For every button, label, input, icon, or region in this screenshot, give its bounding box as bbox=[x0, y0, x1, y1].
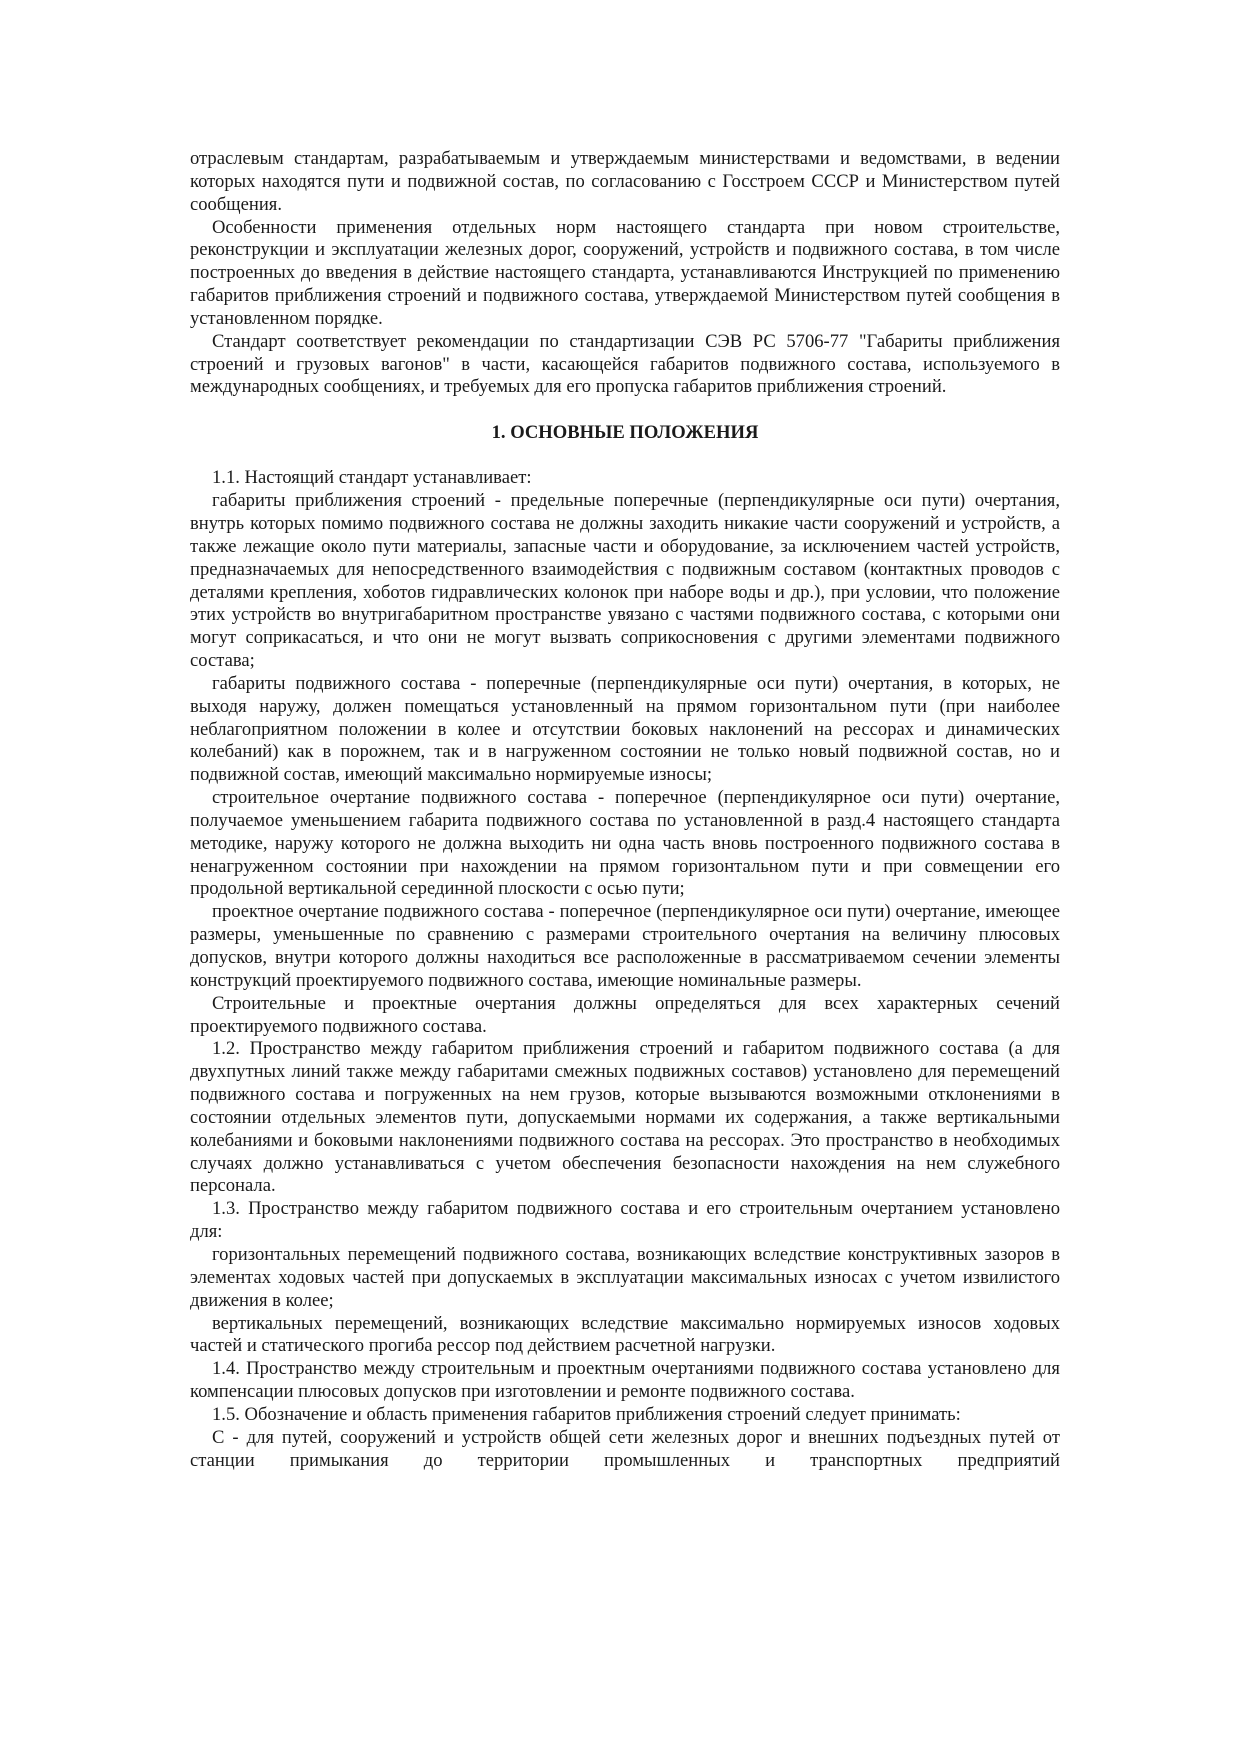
section-heading: 1. ОСНОВНЫЕ ПОЛОЖЕНИЯ bbox=[491, 422, 759, 444]
intro-paragraph-features: Особенности применения отдельных норм настоящего стандарта при новом строительстве, реконструкции и эксплуатации железных дорог, сооружений, устройств и подвижного состава, в том числе построенных до введения в действие настоящего стандарта, устанавливаются Инструкцией по применению габаритов приближения строений и подвижного состава, утверждаемой Министерством путей сообщения в установленном порядке. bbox=[190, 216, 1060, 329]
paragraph-outlines-definition: Строительные и проектные очертания должны определяться для всех характерных сечений проектируемого подвижного состава. bbox=[190, 992, 1060, 1037]
intro-paragraph-continuation: отраслевым стандартам, разрабатываемым и утверждаемым министерствами и ведомствами, в ведении которых находятся пути и подвижной состав, по согласованию с Госстроем СССР и Министерством путей сообщения. bbox=[190, 148, 1060, 215]
paragraph-design-outline: проектное очертание подвижного состава - поперечное (перпендикулярное оси пути) очертание, имеющее размеры, уменьшенные по сравнению с размерами строительного очертания на величину плюсовых допусков, внутри которого должны находиться все расположенные в рассматриваемом сечении элементы конструкций проектируемого подвижного состава, имеющие номинальные размеры. bbox=[190, 901, 1060, 991]
intro-paragraph-sev: Стандарт соответствует рекомендации по стандартизации СЭВ РС 5706-77 "Габариты приближения строений и грузовых вагонов" в части, касающейся габаритов подвижного состава, используемого в международных сообщениях, и требуемых для его пропуска габаритов приближения строений. bbox=[190, 330, 1060, 398]
paragraph-1-3: 1.3. Пространство между габаритом подвижного состава и его строительным очертанием установлено для: bbox=[190, 1198, 1060, 1243]
paragraph-1-5: 1.5. Обозначение и область применения габаритов приближения строений следует принимать: bbox=[212, 1403, 961, 1425]
paragraph-horizontal-movements: горизонтальных перемещений подвижного состава, возникающих вследствие конструктивных зазоров в элементах ходовых частей при допускаемых в эксплуатации максимальных износах с учетом извилистого движения в колее; bbox=[190, 1243, 1060, 1311]
paragraph-1-1: 1.1. Настоящий стандарт устанавливает: bbox=[212, 467, 532, 489]
paragraph-1-4: 1.4. Пространство между строительным и проектным очертаниями подвижного состава установлено для компенсации плюсовых допусков при изготовлении и ремонте подвижного состава. bbox=[190, 1358, 1060, 1403]
paragraph-vertical-movements: вертикальных перемещений, возникающих вследствие максимально нормируемых износов ходовых частей и статического прогиба рессор под действием расчетной нагрузки. bbox=[190, 1312, 1060, 1357]
paragraph-rolling-stock-gauge: габариты подвижного состава - поперечные (перпендикулярные оси пути) очертания, в которых, не выходя наружу, должен помещаться установленный на прямом горизонтальном пути (при наиболее неблагоприятном положении в колее и отсутствии боковых наклонений на рессорах и динамических колебаний) как в порожнем, так и в нагруженном состоянии не только новый подвижной состав, но и подвижной состав, имеющий максимально нормируемые износы; bbox=[190, 672, 1060, 786]
document-body bbox=[190, 148, 1060, 1472]
paragraph-gauge-c: С - для путей, сооружений и устройств общей сети железных дорог и внешних подъездных путей от станции примыкания до территории промышленных и транспортных предприятий bbox=[190, 1426, 1060, 1471]
paragraph-1-2: 1.2. Пространство между габаритом приближения строений и габаритом подвижного состава (а для двухпутных линий также между габаритами смежных подвижных составов) установлено для перемещений подвижного состава и погруженных на нем грузов, которые вызываются возможными отклонениями в состоянии отдельных элементов пути, допускаемыми нормами их содержания, а также вертикальными колебаниями и боковыми наклонениями подвижного состава на рессорах. Это пространство в необходимых случаях должно устанавливаться с учетом обеспечения безопасности нахождения на нем служебного персонала. bbox=[190, 1038, 1060, 1197]
paragraph-building-gauge: габариты приближения строений - предельные поперечные (перпендикулярные оси пути) очертания, внутрь которых помимо подвижного состава не должны заходить никакие части сооружений и устройств, а также лежащие около пути материалы, запасные части и оборудование, за исключением частей устройств, предназначаемых для непосредственного взаимодействия с подвижным составом (контактных проводов с деталями крепления, хоботов гидравлических колонок при наборе воды и др.), при условии, что положение этих устройств во внутригабаритном пространстве увязано с частями подвижного состава, с которыми они могут соприкасаться, и что они не могут вызвать соприкосновения с другими элементами подвижного состава; bbox=[190, 490, 1060, 672]
paragraph-construction-outline: строительное очертание подвижного состава - поперечное (перпендикулярное оси пути) очертание, получаемое уменьшением габарита подвижного состава по установленной в разд.4 настоящего стандарта методике, наружу которого не должна выходить ни одна часть вновь построенного подвижного состава в ненагруженном состоянии при нахождении на прямом горизонтальном пути и при совмещении его продольной вертикальной серединной плоскости с осью пути; bbox=[190, 787, 1060, 900]
